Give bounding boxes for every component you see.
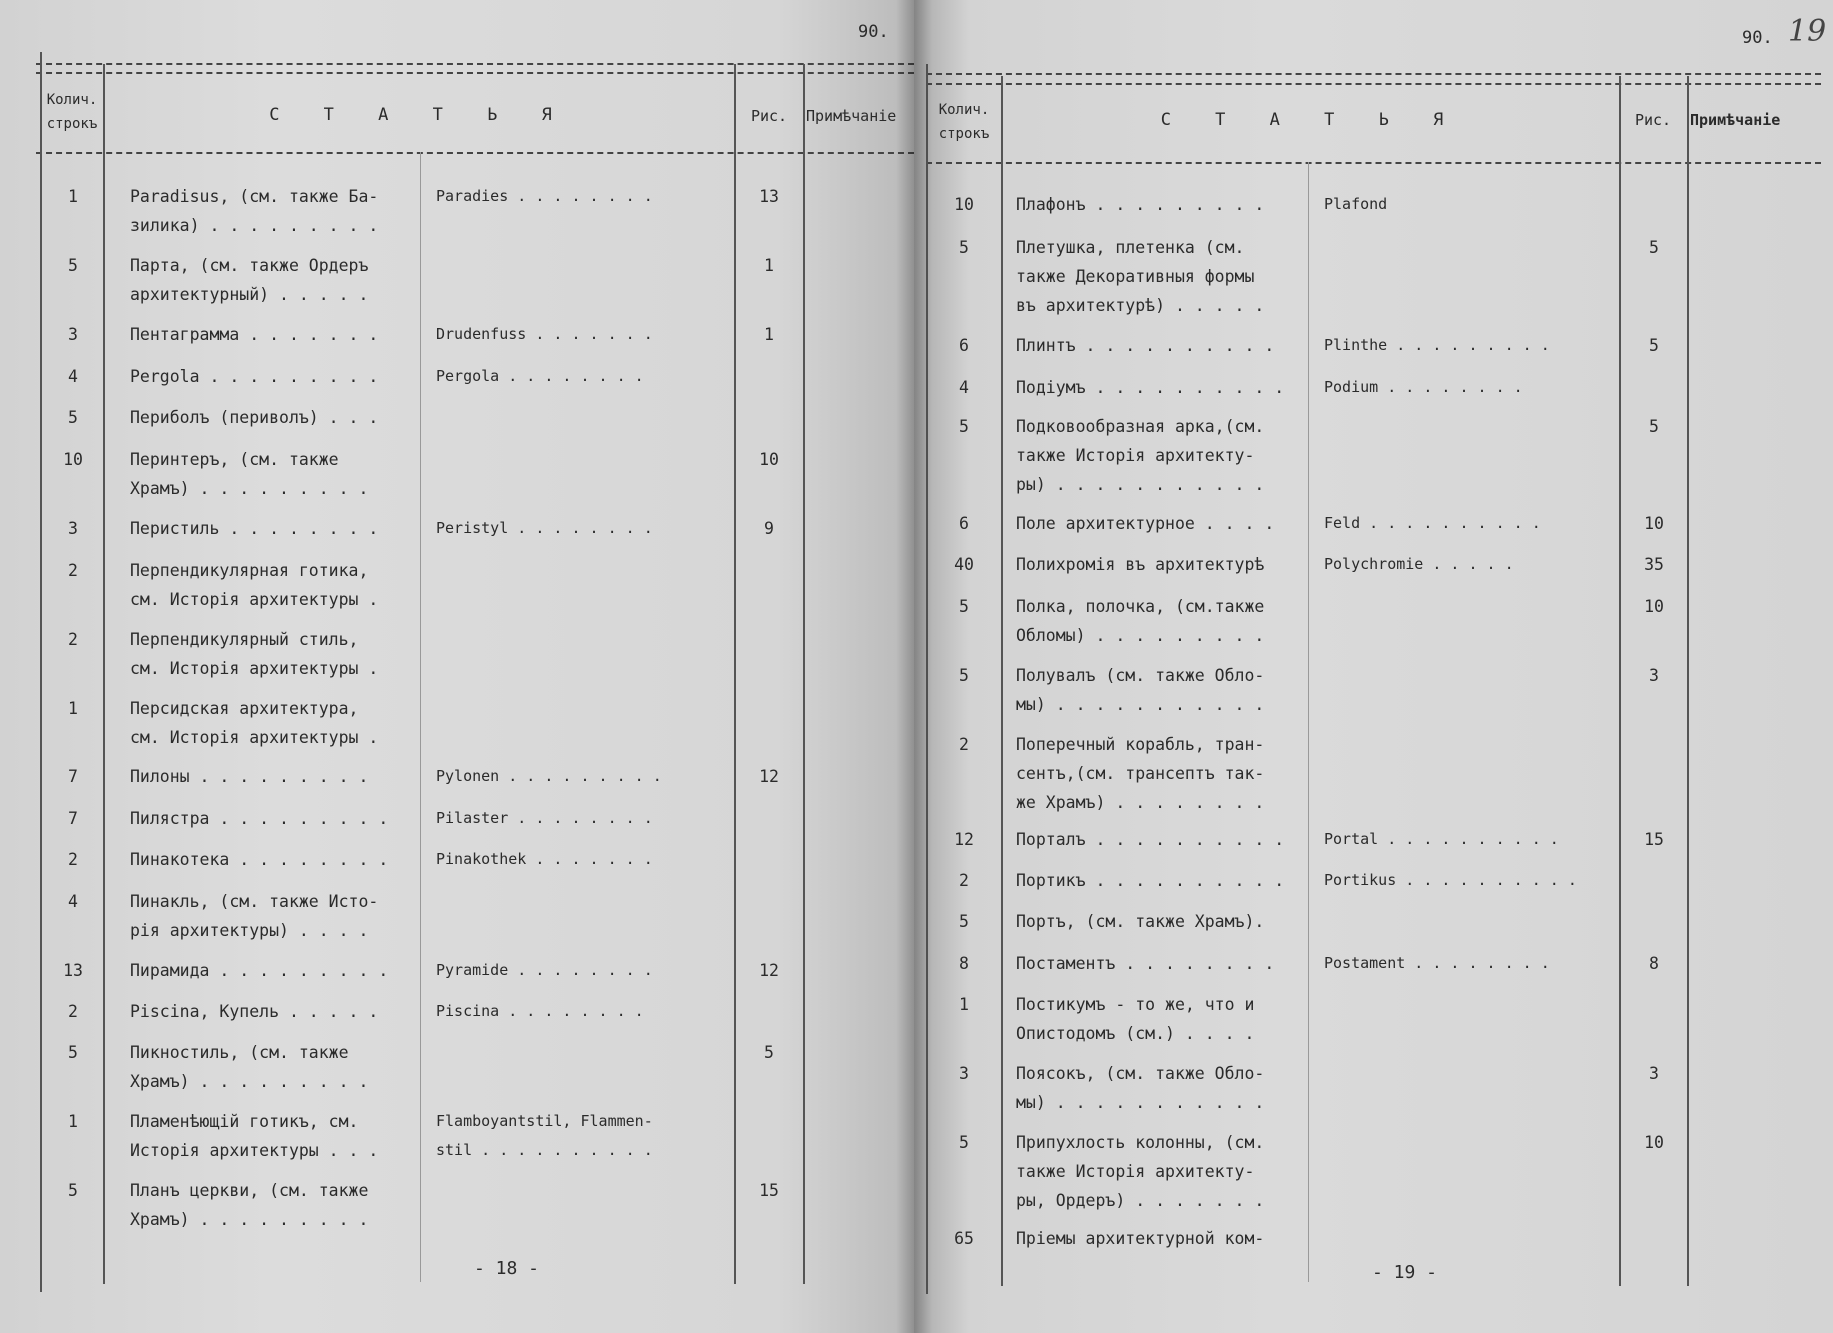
entry-term-de: [1324, 373, 1523, 402]
entry-term-de: [436, 845, 653, 874]
entry-term-ru-line: Подіумъ . . . . . . . . . .: [1016, 378, 1285, 397]
entry-term-ru-line: же Храмъ) . . . . . . . .: [1016, 793, 1265, 812]
entry-term-de-line: Feld . . . . . . . . . .: [1324, 514, 1541, 532]
entry-term-ru: [1016, 509, 1274, 538]
entry-count: 4: [959, 378, 969, 397]
entry-term-ru-line: архитектурный) . . . . .: [130, 285, 369, 304]
header-fig: Рис.: [750, 107, 788, 125]
entry-count: 2: [68, 1002, 78, 1021]
entry-term-ru-line: Перпендикулярная готика,: [130, 561, 369, 580]
entry-term-ru-line: Подковообразная арка,(см.: [1016, 417, 1265, 436]
entry-term-ru-line: Храмъ) . . . . . . . . .: [130, 1210, 369, 1229]
entry-figure-count: 3: [1649, 1064, 1659, 1083]
entry-term-de: [436, 320, 653, 349]
entry-term-ru-line: Пикностиль, (см. также: [130, 1043, 349, 1062]
entry-term-de: [1324, 550, 1514, 579]
entry-term-ru-line: Пинакотека . . . . . . . .: [130, 850, 389, 869]
header-fig: Рис.: [1634, 111, 1672, 129]
entry-count: 10: [63, 450, 83, 469]
entry-term-de-line: Postament . . . . . . . .: [1324, 954, 1550, 972]
entry-count: 1: [68, 187, 78, 206]
entry-term-ru-line: Постикумъ - то же, что и: [1016, 995, 1255, 1014]
entry-term-de-line: Drudenfuss . . . . . . .: [436, 325, 653, 343]
entry-count: 2: [959, 871, 969, 890]
entry-term-ru-line: Плетушка, плетенка (см.: [1016, 238, 1245, 257]
entry-term-ru: [130, 845, 388, 874]
entry-term-ru-line: ры) . . . . . . . . . . .: [1016, 475, 1265, 494]
entry-term-ru: [130, 694, 378, 752]
entry-term-ru-line: рія архитектуры) . . . .: [130, 921, 369, 940]
entry-term-ru-line: Планъ церкви, (см. также: [130, 1181, 369, 1200]
entry-term-ru-line: Обломы) . . . . . . . . .: [1016, 626, 1265, 645]
entry-term-ru-line: Храмъ) . . . . . . . . .: [130, 479, 369, 498]
entry-term-ru-line: Пентаграмма . . . . . . .: [130, 325, 379, 344]
entry-term-de: [1324, 949, 1550, 978]
entry-term-ru: [1016, 1224, 1264, 1253]
entry-count: 5: [959, 1133, 969, 1152]
entry-term-ru-line: сентъ,(см. трансептъ так-: [1016, 764, 1265, 783]
page-number: 90.: [858, 22, 889, 42]
entry-term-ru-line: въ архитектурѣ) . . . . .: [1016, 296, 1265, 315]
entry-count: 12: [954, 830, 974, 849]
entry-count: 10: [954, 195, 974, 214]
header-count: Колич. строкъ: [938, 102, 990, 142]
entry-term-ru-line: Перистиль . . . . . . . .: [130, 519, 379, 538]
entry-figure-count: 1: [764, 325, 774, 344]
entry-count: 2: [68, 850, 78, 869]
entry-figure-count: 5: [1649, 336, 1659, 355]
entry-count: 4: [68, 367, 78, 386]
entry-term-ru: [130, 956, 388, 985]
entry-term-ru: [130, 887, 378, 945]
rule-de-col: [1308, 162, 1309, 1282]
entry-term-de: [436, 1107, 653, 1165]
entry-term-ru: [1016, 825, 1284, 854]
entry-figure-count: 1: [764, 256, 774, 275]
entry-term-ru-line: Припухлость колонны, (см.: [1016, 1133, 1265, 1152]
entry-term-ru: [130, 320, 378, 349]
entry-term-de-line: Portikus . . . . . . . . . .: [1324, 871, 1577, 889]
header-article: С Т А Т Ь Я: [269, 105, 569, 125]
entry-term-ru: [1016, 1128, 1264, 1215]
entry-figure-count: 15: [1644, 830, 1664, 849]
header-article: С Т А Т Ь Я: [1160, 110, 1461, 130]
entry-count: 2: [959, 735, 969, 754]
entry-figure-count: 35: [1644, 555, 1664, 574]
entry-figure-count: 10: [759, 450, 779, 469]
entry-term-ru-line: Pergola . . . . . . . . .: [130, 367, 379, 386]
entry-term-ru-line: Пилястра . . . . . . . . .: [130, 809, 389, 828]
entry-term-ru: [1016, 949, 1274, 978]
entry-term-de-line: Podium . . . . . . . .: [1324, 378, 1523, 396]
entry-term-ru: [1016, 1059, 1264, 1117]
header-note: Примѣчаніе: [806, 107, 897, 125]
entry-count: 5: [68, 408, 78, 427]
entry-term-de: [436, 762, 662, 791]
entry-term-ru: [1016, 907, 1264, 936]
entry-term-ru: [130, 182, 378, 240]
entry-term-de: [436, 997, 644, 1026]
entry-count: 1: [68, 1112, 78, 1131]
entry-term-de-line: Portal . . . . . . . . . .: [1324, 830, 1559, 848]
entry-term-ru-line: Пламенѣющій готикъ, см.: [130, 1112, 359, 1131]
entry-term-ru-line: Перпендикулярный стиль,: [130, 630, 359, 649]
entry-term-ru-line: Paradisus, (см. также Ба-: [130, 187, 379, 206]
entry-term-ru: [1016, 233, 1264, 320]
rule-top: [36, 63, 914, 65]
entry-term-ru: [1016, 190, 1264, 219]
entry-count: 5: [959, 912, 969, 931]
folio: - 18 -: [474, 1258, 540, 1279]
entry-term-ru: [130, 1038, 368, 1096]
rule-note-col: [1687, 76, 1689, 1286]
entry-figure-count: 5: [1649, 417, 1659, 436]
entry-term-ru-line: Парта, (см. также Ордеръ: [130, 256, 369, 275]
entry-term-ru-line: см. Исторія архитектуры .: [130, 590, 379, 609]
entry-term-de-line: Flamboyantstil, Flammen-: [436, 1112, 653, 1130]
entry-term-de-line: Pyramide . . . . . . . .: [436, 961, 653, 979]
entry-term-ru: [130, 556, 378, 614]
entry-term-ru-line: Портъ, (см. также Храмъ).: [1016, 912, 1265, 931]
rule-left-edge: [40, 52, 42, 1292]
entry-term-de: [1324, 509, 1541, 538]
rule-note-col: [803, 64, 805, 1284]
entry-count: 5: [68, 256, 78, 275]
rule-top: [926, 73, 1821, 75]
entry-term-de-line: Plafond: [1324, 195, 1388, 213]
entry-term-de-line: Peristyl . . . . . . . .: [436, 519, 653, 537]
entry-figure-count: 5: [1649, 238, 1659, 257]
entry-term-ru: [1016, 550, 1264, 579]
entry-term-ru-line: Пинакль, (см. также Исто-: [130, 892, 379, 911]
entry-term-de: [1324, 190, 1387, 219]
entry-term-ru-line: Пирамида . . . . . . . . .: [130, 961, 389, 980]
entry-term-ru-line: Опистодомъ (см.) . . . .: [1016, 1024, 1255, 1043]
entry-term-ru: [130, 514, 378, 543]
entry-figure-count: 10: [1644, 1133, 1664, 1152]
entry-count: 5: [959, 238, 969, 257]
entry-term-ru: [1016, 331, 1274, 360]
entry-term-ru-line: также Декоративныя формы: [1016, 267, 1255, 286]
entry-term-ru: [1016, 730, 1264, 817]
entry-term-ru: [1016, 990, 1254, 1048]
entry-term-ru-line: Плафонъ . . . . . . . . .: [1016, 195, 1265, 214]
entry-term-ru-line: ры, Ордеръ) . . . . . . .: [1016, 1191, 1265, 1210]
entry-term-ru-line: также Исторія архитекту-: [1016, 446, 1255, 465]
entry-term-de: [436, 804, 653, 833]
entry-term-ru-line: мы) . . . . . . . . . . .: [1016, 695, 1265, 714]
entry-count: 1: [68, 699, 78, 718]
entry-term-ru: [130, 1107, 378, 1165]
entry-count: 5: [959, 666, 969, 685]
entry-term-de-line: Pilaster . . . . . . . .: [436, 809, 653, 827]
header-count: Колич. строкъ: [46, 92, 98, 132]
entry-term-ru-line: см. Исторія архитектуры .: [130, 728, 379, 747]
folio: - 19 -: [1372, 1262, 1438, 1283]
entry-term-ru: [130, 445, 368, 503]
entry-figure-count: 3: [1649, 666, 1659, 685]
right-page: [914, 0, 1833, 1333]
entry-count: 3: [68, 519, 78, 538]
entry-term-ru: [1016, 373, 1284, 402]
entry-term-ru-line: Постаментъ . . . . . . . .: [1016, 954, 1275, 973]
rule-count-col: [1001, 76, 1003, 1286]
rule-top-2: [36, 72, 914, 74]
entry-count: 1: [959, 995, 969, 1014]
entry-term-ru-line: Поперечный корабль, тран-: [1016, 735, 1265, 754]
entry-term-ru-line: также Исторія архитекту-: [1016, 1162, 1255, 1181]
entry-term-ru-line: Перинтеръ, (см. также: [130, 450, 339, 469]
entry-count: 7: [68, 767, 78, 786]
entry-term-ru-line: Исторія архитектуры . . .: [130, 1141, 379, 1160]
handwritten-page-number: 19: [1788, 14, 1827, 49]
entry-term-ru-line: Поле архитектурное . . . .: [1016, 514, 1275, 533]
entry-count: 4: [68, 892, 78, 911]
entry-figure-count: 5: [764, 1043, 774, 1062]
entry-count: 7: [68, 809, 78, 828]
entry-term-de-line: Pinakothek . . . . . . .: [436, 850, 653, 868]
entry-count: 65: [954, 1229, 974, 1248]
entry-count: 13: [63, 961, 83, 980]
entry-term-ru: [130, 1176, 368, 1234]
entry-term-ru-line: Полувалъ (см. также Обло-: [1016, 666, 1265, 685]
entry-term-ru: [130, 804, 388, 833]
entry-count: 5: [959, 417, 969, 436]
page-number: 90.: [1742, 28, 1773, 48]
entry-figure-count: 12: [759, 767, 779, 786]
entry-term-de-line: Plinthe . . . . . . . . .: [1324, 336, 1550, 354]
entry-figure-count: 13: [759, 187, 779, 206]
entry-term-de: [1324, 825, 1559, 854]
entry-term-ru-line: см. Исторія архитектуры .: [130, 659, 379, 678]
entry-term-de: [436, 182, 653, 211]
entry-term-ru: [1016, 866, 1284, 895]
rule-header-bottom: [36, 152, 914, 154]
entry-count: 3: [959, 1064, 969, 1083]
entry-term-ru-line: мы) . . . . . . . . . . .: [1016, 1093, 1265, 1112]
entry-term-ru: [130, 403, 378, 432]
book-gutter: [896, 0, 932, 1333]
entry-term-ru-line: Полихромія въ архитектурѣ: [1016, 555, 1265, 574]
entry-term-ru-line: Полка, полочка, (см.также: [1016, 597, 1265, 616]
entry-term-de: [436, 956, 653, 985]
entry-term-ru-line: Поясокъ, (см. также Обло-: [1016, 1064, 1265, 1083]
entry-figure-count: 10: [1644, 514, 1664, 533]
entry-count: 2: [68, 630, 78, 649]
entry-term-de-line: stil . . . . . . . . . .: [436, 1141, 653, 1159]
entry-term-ru: [130, 362, 378, 391]
entry-term-ru-line: Периболъ (периволъ) . . .: [130, 408, 379, 427]
entry-count: 6: [959, 336, 969, 355]
rule-count-col: [103, 64, 105, 1284]
entry-term-de-line: Pylonen . . . . . . . . .: [436, 767, 662, 785]
entry-count: 6: [959, 514, 969, 533]
entry-count: 8: [959, 954, 969, 973]
rule-fig-col: [734, 64, 736, 1284]
entry-term-ru-line: Piscina, Купель . . . . .: [130, 1002, 379, 1021]
entry-term-ru-line: Пилоны . . . . . . . . .: [130, 767, 369, 786]
entry-term-ru: [1016, 661, 1264, 719]
entry-count: 2: [68, 561, 78, 580]
entry-term-de-line: Piscina . . . . . . . .: [436, 1002, 644, 1020]
entry-term-ru-line: Пріемы архитектурной ком-: [1016, 1229, 1265, 1248]
entry-term-ru-line: Портикъ . . . . . . . . . .: [1016, 871, 1285, 890]
entry-term-ru-line: Порталъ . . . . . . . . . .: [1016, 830, 1285, 849]
entry-figure-count: 10: [1644, 597, 1664, 616]
entry-term-de-line: Paradies . . . . . . . .: [436, 187, 653, 205]
entry-term-ru: [130, 762, 368, 791]
entry-term-de: [436, 362, 644, 391]
entry-figure-count: 12: [759, 961, 779, 980]
entry-figure-count: 8: [1649, 954, 1659, 973]
entry-term-ru-line: зилика) . . . . . . . . .: [130, 216, 379, 235]
entry-count: 3: [68, 325, 78, 344]
entry-term-de-line: Polychromie . . . . .: [1324, 555, 1514, 573]
entry-term-ru: [1016, 412, 1264, 499]
entry-term-ru: [1016, 592, 1264, 650]
entry-term-ru-line: Плинтъ . . . . . . . . . .: [1016, 336, 1275, 355]
entry-figure-count: 15: [759, 1181, 779, 1200]
entry-figure-count: 9: [764, 519, 774, 538]
entry-term-de: [436, 514, 653, 543]
entry-term-ru-line: Храмъ) . . . . . . . . .: [130, 1072, 369, 1091]
entry-term-ru-line: Персидская архитектура,: [130, 699, 359, 718]
entry-count: 5: [959, 597, 969, 616]
entry-count: 5: [68, 1181, 78, 1200]
entry-term-de: [1324, 866, 1577, 895]
entry-term-ru: [130, 625, 378, 683]
entry-term-de: [1324, 331, 1550, 360]
entry-term-de-line: Pergola . . . . . . . .: [436, 367, 644, 385]
entry-count: 40: [954, 555, 974, 574]
entry-term-ru: [130, 997, 378, 1026]
rule-de-col: [420, 152, 421, 1282]
header-note: Примѣчаніе: [1690, 111, 1781, 129]
entry-term-ru: [130, 251, 368, 309]
entry-count: 5: [68, 1043, 78, 1062]
left-page: [0, 0, 914, 1333]
